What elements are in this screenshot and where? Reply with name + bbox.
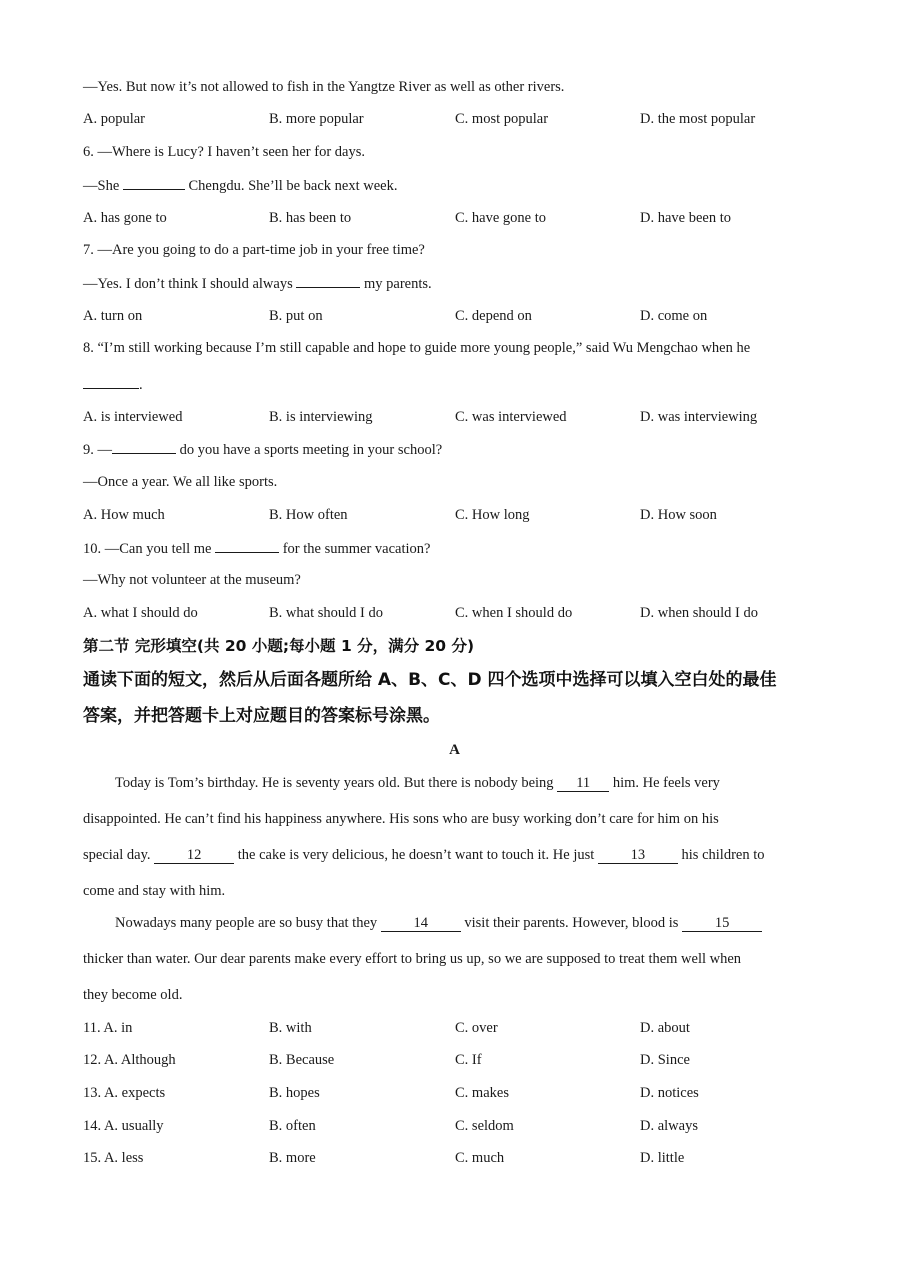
q8-option-d: D. was interviewing	[640, 409, 758, 425]
q8-stem: 8. “I’m still working because I’m still capable and hope to guide more young people,” said Wu Mengchao when he	[83, 340, 751, 356]
q11-option-c: C. over	[455, 1020, 498, 1036]
section2-instruction-line1: 通读下面的短文，然后从后面各题所给 A、B、C、D 四个选项中选择可以填入空白处的最佳	[83, 670, 777, 690]
q7-stem: 7. —Are you going to do a part-time job in your free time?	[83, 242, 425, 258]
q11-option-a: 11. A. in	[83, 1020, 133, 1036]
cloze-options-15	[83, 1148, 843, 1168]
q9-stem-post: do you have a sports meeting in your school?	[176, 442, 443, 458]
q9-blank	[112, 439, 176, 454]
q12-option-b: B. Because	[269, 1052, 335, 1068]
passage-p2-line3: they become old.	[83, 987, 183, 1003]
section2-title: 第二节 完形填空(共 20 小题;每小题 1 分，满分 20 分)	[83, 637, 475, 655]
cloze-options-14	[83, 1116, 843, 1136]
q8-options	[83, 407, 843, 427]
q10-stem	[83, 538, 430, 559]
cloze-options-13	[83, 1083, 843, 1103]
q10-option-c: C. when I should do	[455, 605, 573, 621]
q5-option-c: C. most popular	[455, 111, 549, 127]
q15-option-a: 15. A. less	[83, 1150, 144, 1166]
q5-option-b: B. more popular	[269, 111, 364, 127]
cloze-blank-13: 13	[598, 847, 678, 864]
q6-option-a: A. has gone to	[83, 210, 167, 226]
q10-option-a: A. what I should do	[83, 605, 198, 621]
q7-blank	[296, 273, 360, 288]
passage-p2-line1	[83, 913, 855, 933]
passage-p1-line3	[83, 845, 823, 865]
q14-option-a: 14. A. usually	[83, 1118, 164, 1134]
q14-option-d: D. always	[640, 1118, 698, 1134]
passage-text: the cake is very delicious, he doesn’t want to touch it. He just	[234, 847, 598, 863]
passage-text: special day.	[83, 847, 155, 863]
q6-option-d: D. have been to	[640, 210, 731, 226]
q9-stem-pre: 9. —	[83, 442, 112, 458]
q6-options	[83, 208, 843, 228]
q6-reply	[83, 175, 397, 196]
passage-text: him. He feels very	[609, 775, 720, 791]
cloze-blank-14: 14	[381, 915, 461, 932]
cloze-blank-11: 11	[557, 775, 609, 792]
q12-option-d: D. Since	[640, 1052, 690, 1068]
cloze-options-12	[83, 1050, 843, 1070]
q8-tail-text: .	[139, 377, 143, 393]
section2-instruction-line2: 答案，并把答题卡上对应题目的答案标号涂黑。	[83, 706, 440, 726]
q6-blank	[123, 175, 185, 190]
q5-option-a: A. popular	[83, 111, 146, 127]
q10-option-b: B. what should I do	[269, 605, 383, 621]
q7-reply-pre: —Yes. I don’t think I should always	[83, 276, 297, 292]
q6-reply-pre: —She	[83, 178, 123, 194]
passage-text: his children to	[677, 847, 765, 863]
passage-p1-line4: come and stay with him.	[83, 883, 226, 899]
q5-answer-line: —Yes. But now it’s not allowed to fish in the Yangtze River as well as other rivers.	[83, 79, 565, 95]
q6-stem: 6. —Where is Lucy? I haven’t seen her for days.	[83, 144, 365, 160]
q9-options	[83, 505, 843, 525]
q15-option-b: B. more	[269, 1150, 316, 1166]
passage-text: Nowadays many people are so busy that they	[115, 915, 381, 931]
q8-tail	[83, 374, 143, 395]
q10-reply: —Why not volunteer at the museum?	[83, 572, 301, 588]
q13-option-c: C. makes	[455, 1085, 509, 1101]
q6-option-c: C. have gone to	[455, 210, 547, 226]
passage-text: Today is Tom’s birthday. He is seventy years old. But there is nobody being	[115, 775, 558, 791]
q8-option-c: C. was interviewed	[455, 409, 567, 425]
cloze-options-11	[83, 1018, 843, 1038]
q5-options	[83, 109, 843, 129]
q10-options	[83, 603, 843, 623]
q10-blank	[215, 538, 279, 553]
q7-option-b: B. put on	[269, 308, 323, 324]
q9-option-c: C. How long	[455, 507, 530, 523]
passage-p1-line2: disappointed. He can’t find his happiness anywhere. His sons who are busy working don’t care for him on his	[83, 811, 719, 827]
q9-option-b: B. How often	[269, 507, 348, 523]
q13-option-d: D. notices	[640, 1085, 699, 1101]
q13-option-a: 13. A. expects	[83, 1085, 166, 1101]
q12-option-c: C. If	[455, 1052, 482, 1068]
q14-option-c: C. seldom	[455, 1118, 514, 1134]
q15-option-d: D. little	[640, 1150, 685, 1166]
q10-option-d: D. when should I do	[640, 605, 759, 621]
q8-option-a: A. is interviewed	[83, 409, 183, 425]
q5-option-d: D. the most popular	[640, 111, 756, 127]
q13-option-b: B. hopes	[269, 1085, 320, 1101]
q10-stem-post: for the summer vacation?	[279, 541, 431, 557]
q7-option-a: A. turn on	[83, 308, 143, 324]
q9-reply: —Once a year. We all like sports.	[83, 474, 278, 490]
q7-options	[83, 306, 843, 326]
q11-option-d: D. about	[640, 1020, 690, 1036]
q7-option-c: C. depend on	[455, 308, 532, 324]
q6-option-b: B. has been to	[269, 210, 352, 226]
cloze-blank-12: 12	[154, 847, 234, 864]
q9-stem	[83, 439, 442, 460]
q11-option-b: B. with	[269, 1020, 312, 1036]
q7-reply	[83, 273, 432, 294]
q8-option-b: B. is interviewing	[269, 409, 373, 425]
q7-option-d: D. come on	[640, 308, 708, 324]
passage-text: visit their parents. However, blood is	[460, 915, 683, 931]
q15-option-c: C. much	[455, 1150, 505, 1166]
passage-p1-line1	[83, 773, 855, 793]
q10-stem-pre: 10. —Can you tell me	[83, 541, 216, 557]
passage-label: A	[449, 742, 460, 758]
q14-option-b: B. often	[269, 1118, 316, 1134]
q9-option-d: D. How soon	[640, 507, 717, 523]
q8-blank	[83, 374, 139, 389]
q9-option-a: A. How much	[83, 507, 165, 523]
q7-reply-post: my parents.	[360, 276, 432, 292]
passage-p2-line2: thicker than water. Our dear parents make every effort to bring us up, so we are supposed to treat them well when	[83, 951, 742, 967]
q6-reply-post: Chengdu. She’ll be back next week.	[184, 178, 398, 194]
cloze-blank-15: 15	[682, 915, 762, 932]
q12-option-a: 12. A. Although	[83, 1052, 176, 1068]
